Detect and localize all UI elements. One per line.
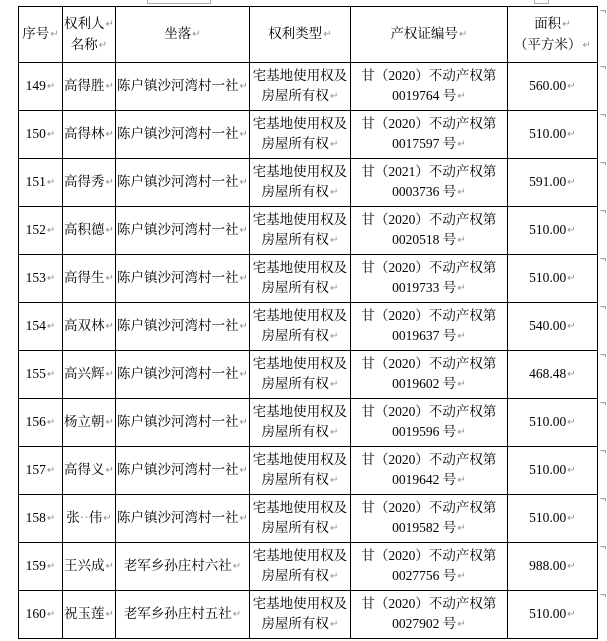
- paragraph-mark-icon: ↵: [105, 81, 114, 92]
- cell-index-152: 152↵: [19, 207, 63, 255]
- paragraph-mark-icon: ↵: [329, 139, 339, 150]
- paragraph-mark-icon: ↵: [457, 283, 466, 294]
- paragraph-mark-icon: ↵: [46, 81, 56, 92]
- paragraph-mark-icon: ↵: [105, 177, 114, 188]
- cell-cert_no-156: 甘（2020）不动产权第 0019596 号↵: [350, 399, 507, 447]
- paragraph-mark-icon: ↵: [239, 273, 248, 284]
- cell-index-154: 154↵: [19, 303, 63, 351]
- row-end-mark-icon: ¬: [599, 303, 607, 313]
- paragraph-mark-icon: ↵: [329, 427, 339, 438]
- paragraph-mark-icon: ↵: [239, 81, 248, 92]
- cell-area-160: 510.00↵ ¬: [507, 591, 597, 639]
- cell-owner-157: 高得义↵: [63, 447, 116, 495]
- cell-owner-154: 高双林↵: [63, 303, 116, 351]
- paragraph-mark-icon: ↵: [567, 225, 576, 236]
- cropped-content-fragment-left: [147, 0, 211, 4]
- row-end-mark-icon: ¬: [599, 591, 607, 601]
- paragraph-mark-icon: ↵: [105, 465, 114, 476]
- paragraph-mark-icon: ↵: [567, 513, 576, 524]
- paragraph-mark-icon: ↵: [329, 379, 339, 390]
- paragraph-mark-icon: ↵: [457, 475, 466, 486]
- paragraph-mark-icon: ↵: [567, 369, 576, 380]
- row-end-mark-icon: ¬: [599, 255, 607, 265]
- paragraph-mark-icon: ↵: [582, 39, 591, 51]
- paragraph-mark-icon: ↵: [567, 417, 576, 428]
- cell-right_type-154: 宅基地使用权及 房屋所有权↵: [249, 303, 350, 351]
- cell-owner-149: 高得胜↵: [63, 63, 116, 111]
- paragraph-mark-icon: ↵: [329, 571, 339, 582]
- cell-right_type-159: 宅基地使用权及 房屋所有权↵: [249, 543, 350, 591]
- cell-location-151: 陈户镇沙河湾村一社↵: [116, 159, 250, 207]
- table-row: [19, 111, 598, 159]
- cell-right_type-157: 宅基地使用权及 房屋所有权↵: [249, 447, 350, 495]
- paragraph-mark-icon: ↵: [239, 369, 248, 380]
- column-header-cert_no: 产权证编号↵: [350, 7, 507, 63]
- cell-right_type-155: 宅基地使用权及 房屋所有权↵: [249, 351, 350, 399]
- paragraph-mark-icon: ↵: [232, 609, 242, 620]
- row-end-mark-icon: ¬: [599, 7, 607, 17]
- paragraph-mark-icon: ↵: [329, 475, 339, 486]
- cell-location-157: 陈户镇沙河湾村一社↵: [116, 447, 250, 495]
- paragraph-mark-icon: ↵: [46, 561, 56, 572]
- paragraph-mark-icon: ↵: [105, 273, 114, 284]
- row-end-mark-icon: ¬: [599, 63, 607, 73]
- header-row: [19, 7, 598, 63]
- cell-location-156: 陈户镇沙河湾村一社↵: [116, 399, 250, 447]
- cell-right_type-151: 宅基地使用权及 房屋所有权↵: [249, 159, 350, 207]
- column-header-right_type: 权利类型↵: [249, 7, 350, 63]
- cell-area-156: 510.00↵ ¬: [507, 399, 597, 447]
- table-row: [19, 543, 598, 591]
- paragraph-mark-icon: ↵: [457, 571, 466, 582]
- paragraph-mark-icon: ↵: [105, 369, 114, 380]
- paragraph-mark-icon: ↵: [98, 39, 108, 51]
- cell-area-150: 510.00↵ ¬: [507, 111, 597, 159]
- cell-index-159: 159↵: [19, 543, 63, 591]
- paragraph-mark-icon: ↵: [46, 177, 56, 188]
- cell-index-158: 158↵: [19, 495, 63, 543]
- paragraph-mark-icon: ↵: [239, 465, 248, 476]
- cell-index-157: 157↵: [19, 447, 63, 495]
- table-header: [19, 7, 607, 63]
- cell-cert_no-159: 甘（2020）不动产权第 0027756 号↵: [350, 543, 507, 591]
- paragraph-mark-icon: ↵: [457, 619, 466, 630]
- cell-location-155: 陈户镇沙河湾村一社↵: [116, 351, 250, 399]
- paragraph-mark-icon: ↵: [50, 29, 59, 40]
- cell-cert_no-153: 甘（2020）不动产权第 0019733 号↵: [350, 255, 507, 303]
- row-end-mark-icon: ¬: [599, 543, 607, 553]
- paragraph-mark-icon: ↵: [457, 139, 466, 150]
- cell-index-150: 150↵: [19, 111, 63, 159]
- paragraph-mark-icon: ↵: [46, 513, 56, 524]
- cell-cert_no-152: 甘（2020）不动产权第 0020518 号↵: [350, 207, 507, 255]
- cell-right_type-158: 宅基地使用权及 房屋所有权↵: [249, 495, 350, 543]
- paragraph-mark-icon: ↵: [567, 321, 576, 332]
- cell-right_type-153: 宅基地使用权及 房屋所有权↵: [249, 255, 350, 303]
- cell-cert_no-160: 甘（2020）不动产权第 0027902 号↵: [350, 591, 507, 639]
- cell-owner-158: 张··伟↵: [63, 495, 116, 543]
- cell-index-160: 160↵: [19, 591, 63, 639]
- paragraph-mark-icon: ↵: [46, 609, 56, 620]
- cell-area-157: 510.00↵ ¬: [507, 447, 597, 495]
- cell-owner-152: 高积德↵: [63, 207, 116, 255]
- paragraph-mark-icon: ↵: [239, 321, 248, 332]
- cell-owner-151: 高得秀↵: [63, 159, 116, 207]
- paragraph-mark-icon: ↵: [567, 129, 576, 140]
- paragraph-mark-icon: ↵: [105, 225, 114, 236]
- row-end-mark-icon: ¬: [599, 351, 607, 361]
- table-row: [19, 303, 598, 351]
- cell-area-151: 591.00↵ ¬: [507, 159, 597, 207]
- table-row: [19, 207, 598, 255]
- table-row: [19, 591, 598, 639]
- paragraph-mark-icon: ↵: [329, 523, 339, 534]
- cell-area-149: 560.00↵ ¬: [507, 63, 597, 111]
- cell-cert_no-157: 甘（2020）不动产权第 0019642 号↵: [350, 447, 507, 495]
- cell-index-149: 149↵: [19, 63, 63, 111]
- cell-owner-156: 杨立朝↵: [63, 399, 116, 447]
- paragraph-mark-icon: ↵: [105, 129, 114, 140]
- cell-right_type-150: 宅基地使用权及 房屋所有权↵: [249, 111, 350, 159]
- paragraph-mark-icon: ↵: [329, 283, 339, 294]
- cell-index-153: 153↵: [19, 255, 63, 303]
- paragraph-mark-icon: ↵: [457, 523, 466, 534]
- paragraph-mark-icon: ↵: [457, 331, 466, 342]
- paragraph-mark-icon: ↵: [105, 417, 114, 428]
- cell-cert_no-154: 甘（2020）不动产权第 0019637 号↵: [350, 303, 507, 351]
- column-header-owner: 权利人↵ 名称↵: [63, 7, 116, 63]
- row-end-mark-icon: ¬: [599, 159, 607, 169]
- paragraph-mark-icon: ↵: [46, 417, 56, 428]
- paragraph-mark-icon: ↵: [329, 91, 339, 102]
- cell-area-154: 540.00↵ ¬: [507, 303, 597, 351]
- cell-right_type-160: 宅基地使用权及 房屋所有权↵: [249, 591, 350, 639]
- cell-location-158: 陈户镇沙河湾村一社↵: [116, 495, 250, 543]
- row-end-mark-icon: ¬: [599, 399, 607, 409]
- cell-index-155: 155↵: [19, 351, 63, 399]
- paragraph-mark-icon: ↵: [239, 225, 248, 236]
- paragraph-mark-icon: ↵: [46, 321, 56, 332]
- paragraph-mark-icon: ↵: [562, 18, 571, 30]
- cell-cert_no-149: 甘（2020）不动产权第 0019764 号↵: [350, 63, 507, 111]
- cell-right_type-156: 宅基地使用权及 房屋所有权↵: [249, 399, 350, 447]
- paragraph-mark-icon: ↵: [192, 29, 201, 40]
- cell-location-159: 老军乡孙庄村六社↵: [116, 543, 250, 591]
- paragraph-mark-icon: ↵: [239, 177, 248, 188]
- cell-area-158: 510.00↵ ¬: [507, 495, 597, 543]
- cell-area-159: 988.00↵ ¬: [507, 543, 597, 591]
- paragraph-mark-icon: ↵: [457, 91, 466, 102]
- table-row: [19, 447, 598, 495]
- cell-area-152: 510.00↵ ¬: [507, 207, 597, 255]
- paragraph-mark-icon: ↵: [46, 129, 56, 140]
- property-table: [18, 6, 607, 639]
- paragraph-mark-icon: ↵: [329, 235, 339, 246]
- paragraph-mark-icon: ↵: [232, 561, 242, 572]
- paragraph-mark-icon: ↵: [239, 513, 248, 524]
- cell-owner-150: 高得林↵: [63, 111, 116, 159]
- paragraph-mark-icon: ↵: [105, 561, 114, 572]
- space-dot-mark: ·: [79, 510, 85, 525]
- paragraph-mark-icon: ↵: [46, 273, 56, 284]
- cell-location-152: 陈户镇沙河湾村一社↵: [116, 207, 250, 255]
- column-header-area: 面积↵ （平方米）↵ ¬: [507, 7, 597, 63]
- cell-index-151: 151↵: [19, 159, 63, 207]
- paragraph-mark-icon: ↵: [46, 225, 56, 236]
- table-row: [19, 351, 598, 399]
- paragraph-mark-icon: ↵: [239, 129, 248, 140]
- table-row: [19, 255, 598, 303]
- cell-cert_no-158: 甘（2020）不动产权第 0019582 号↵: [350, 495, 507, 543]
- cell-owner-159: 王兴成↵: [63, 543, 116, 591]
- paragraph-mark-icon: ↵: [567, 561, 576, 572]
- paragraph-mark-icon: ↵: [567, 81, 576, 92]
- paragraph-mark-icon: ↵: [103, 513, 112, 524]
- cell-location-154: 陈户镇沙河湾村一社↵: [116, 303, 250, 351]
- paragraph-mark-icon: ↵: [329, 331, 339, 342]
- paragraph-mark-icon: ↵: [329, 187, 339, 198]
- paragraph-mark-icon: ↵: [567, 465, 576, 476]
- table-row: [19, 495, 598, 543]
- paragraph-mark-icon: ↵: [457, 379, 466, 390]
- row-end-mark-icon: ¬: [599, 111, 607, 121]
- paragraph-mark-icon: ↵: [457, 235, 466, 246]
- paragraph-mark-icon: ↵: [239, 417, 248, 428]
- table-row: [19, 63, 598, 111]
- paragraph-mark-icon: ↵: [458, 29, 468, 40]
- paragraph-mark-icon: ↵: [567, 177, 576, 188]
- row-end-mark-icon: ¬: [599, 207, 607, 217]
- paragraph-mark-icon: ↵: [105, 321, 114, 332]
- space-dot-mark: ·: [84, 510, 89, 525]
- paragraph-mark-icon: ↵: [105, 18, 114, 30]
- column-header-index: 序号↵: [19, 7, 63, 63]
- paragraph-mark-icon: ↵: [105, 609, 114, 620]
- cell-owner-155: 高兴辉↵: [63, 351, 116, 399]
- paragraph-mark-icon: ↵: [457, 427, 466, 438]
- cropped-content-fragment-right: [534, 0, 549, 4]
- paragraph-mark-icon: ↵: [567, 609, 576, 620]
- paragraph-mark-icon: ↵: [567, 273, 576, 284]
- column-header-location: 坐落↵: [116, 7, 250, 63]
- cell-location-160: 老军乡孙庄村五社↵: [116, 591, 250, 639]
- row-end-mark-icon: ¬: [599, 447, 607, 457]
- cell-cert_no-150: 甘（2020）不动产权第 0017597 号↵: [350, 111, 507, 159]
- paragraph-mark-icon: ↵: [46, 465, 56, 476]
- cell-right_type-149: 宅基地使用权及 房屋所有权↵: [249, 63, 350, 111]
- cell-area-155: 468.48↵ ¬: [507, 351, 597, 399]
- table-row: [19, 159, 598, 207]
- cell-area-153: 510.00↵ ¬: [507, 255, 597, 303]
- cell-right_type-152: 宅基地使用权及 房屋所有权↵: [249, 207, 350, 255]
- cell-location-149: 陈户镇沙河湾村一社↵: [116, 63, 250, 111]
- cell-cert_no-155: 甘（2020）不动产权第 0019602 号↵: [350, 351, 507, 399]
- cell-location-153: 陈户镇沙河湾村一社↵: [116, 255, 250, 303]
- paragraph-mark-icon: ↵: [323, 29, 332, 40]
- cell-owner-160: 祝玉莲↵: [63, 591, 116, 639]
- paragraph-mark-icon: ↵: [457, 187, 466, 198]
- cell-index-156: 156↵: [19, 399, 63, 447]
- table-row: [19, 399, 598, 447]
- row-end-mark-icon: ¬: [599, 495, 607, 505]
- cell-cert_no-151: 甘（2021）不动产权第 0003736 号↵: [350, 159, 507, 207]
- paragraph-mark-icon: ↵: [46, 369, 56, 380]
- table-body: [19, 63, 607, 639]
- cell-location-150: 陈户镇沙河湾村一社↵: [116, 111, 250, 159]
- paragraph-mark-icon: ↵: [329, 619, 339, 630]
- cell-owner-153: 高得生↵: [63, 255, 116, 303]
